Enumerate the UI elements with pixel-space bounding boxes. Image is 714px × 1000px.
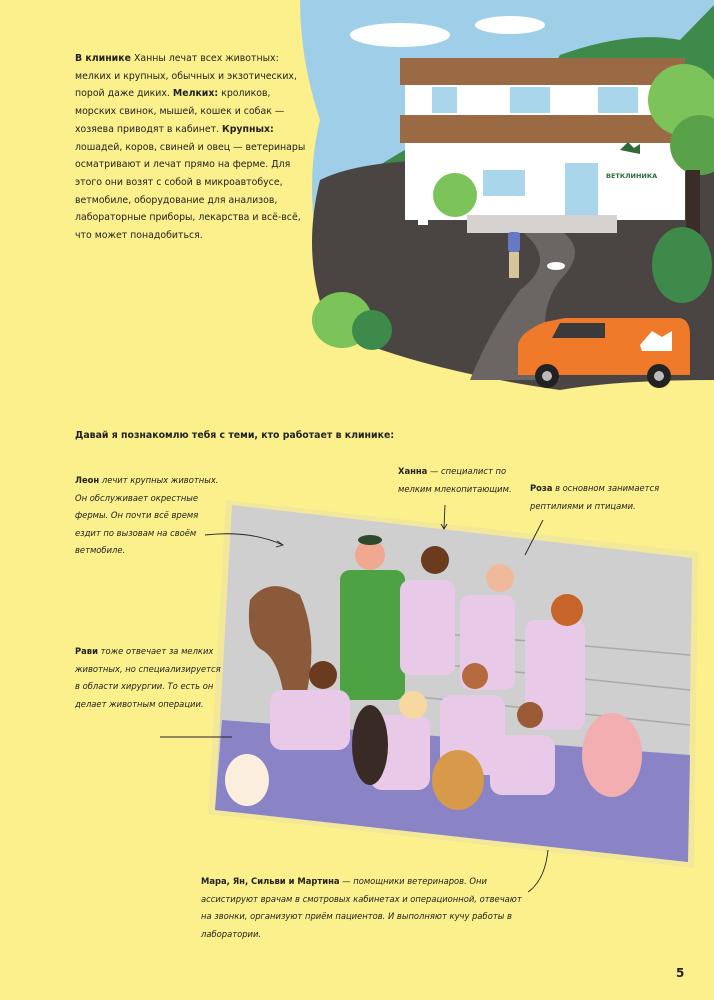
caption-name: Мара, Ян, Сильви и Мартина: [201, 876, 340, 886]
caption-ravi: [75, 643, 225, 713]
dog: [225, 754, 269, 806]
caption-name: Рави: [75, 646, 98, 656]
caption-text: лечит крупных животных. Он обслуживает окрестные фермы. Он почти всё время ездит по вызовам на своём ветмобиле.: [75, 475, 219, 555]
intro-text: лошадей, коров, свиней и овец — ветеринары осматривают и лечат прямо на ферме. Для этого они возят с собой в микроавтобусе, ветмобиле, оборудование для анализов, лабораторные приборы, лекарства и всё-всё, что может понадобиться.: [75, 141, 306, 242]
caption-name: Роза: [530, 483, 553, 493]
lead-bold: В клинике: [75, 53, 131, 64]
intro-text: кроликов, морских свинок, мышей, кошек и собак — хозяева приводят в кабинет.: [75, 88, 285, 135]
caption-rosa: [530, 480, 660, 515]
small-animals-label: Мелких:: [172, 88, 219, 100]
caption-text: тоже отвечает за мелких животных, но специализируется в области хирургии. То есть он делает животным операции.: [75, 646, 221, 709]
caption-name: Леон: [75, 475, 100, 485]
caption-text: в основном занимается рептилиями и птицами.: [530, 483, 660, 511]
caption-text: — специалист по мелким млекопитающим.: [398, 466, 512, 494]
clinic-sign: ВЕТКЛИНИКА: [606, 172, 658, 180]
caption-leon: [75, 472, 225, 560]
clinic-scene: [300, 0, 714, 390]
intro-paragraph: [75, 50, 307, 245]
pig: [582, 713, 642, 797]
caption-text: — помощники ветеринаров. Они ассистируют врачам в смотровых кабинетах и операционной, отвечают на звонки, организуют приём пациентов. И выполняют кучу работы в лаборатории.: [201, 876, 522, 939]
caption-name: Ханна: [398, 466, 428, 476]
intro-text: Ханны лечат всех животных: мелких и крупных, обычных и экзотических, порой даже диких.: [75, 53, 297, 100]
team-intro-heading: Давай я познакомлю тебя с теми, кто работает в клинике:: [75, 430, 395, 441]
caption-hanna: [398, 463, 513, 498]
large-animals-label: Крупных:: [222, 123, 274, 135]
caption-assistants: [201, 873, 526, 943]
page-number: 5: [676, 966, 685, 980]
team-photo: [208, 500, 698, 868]
